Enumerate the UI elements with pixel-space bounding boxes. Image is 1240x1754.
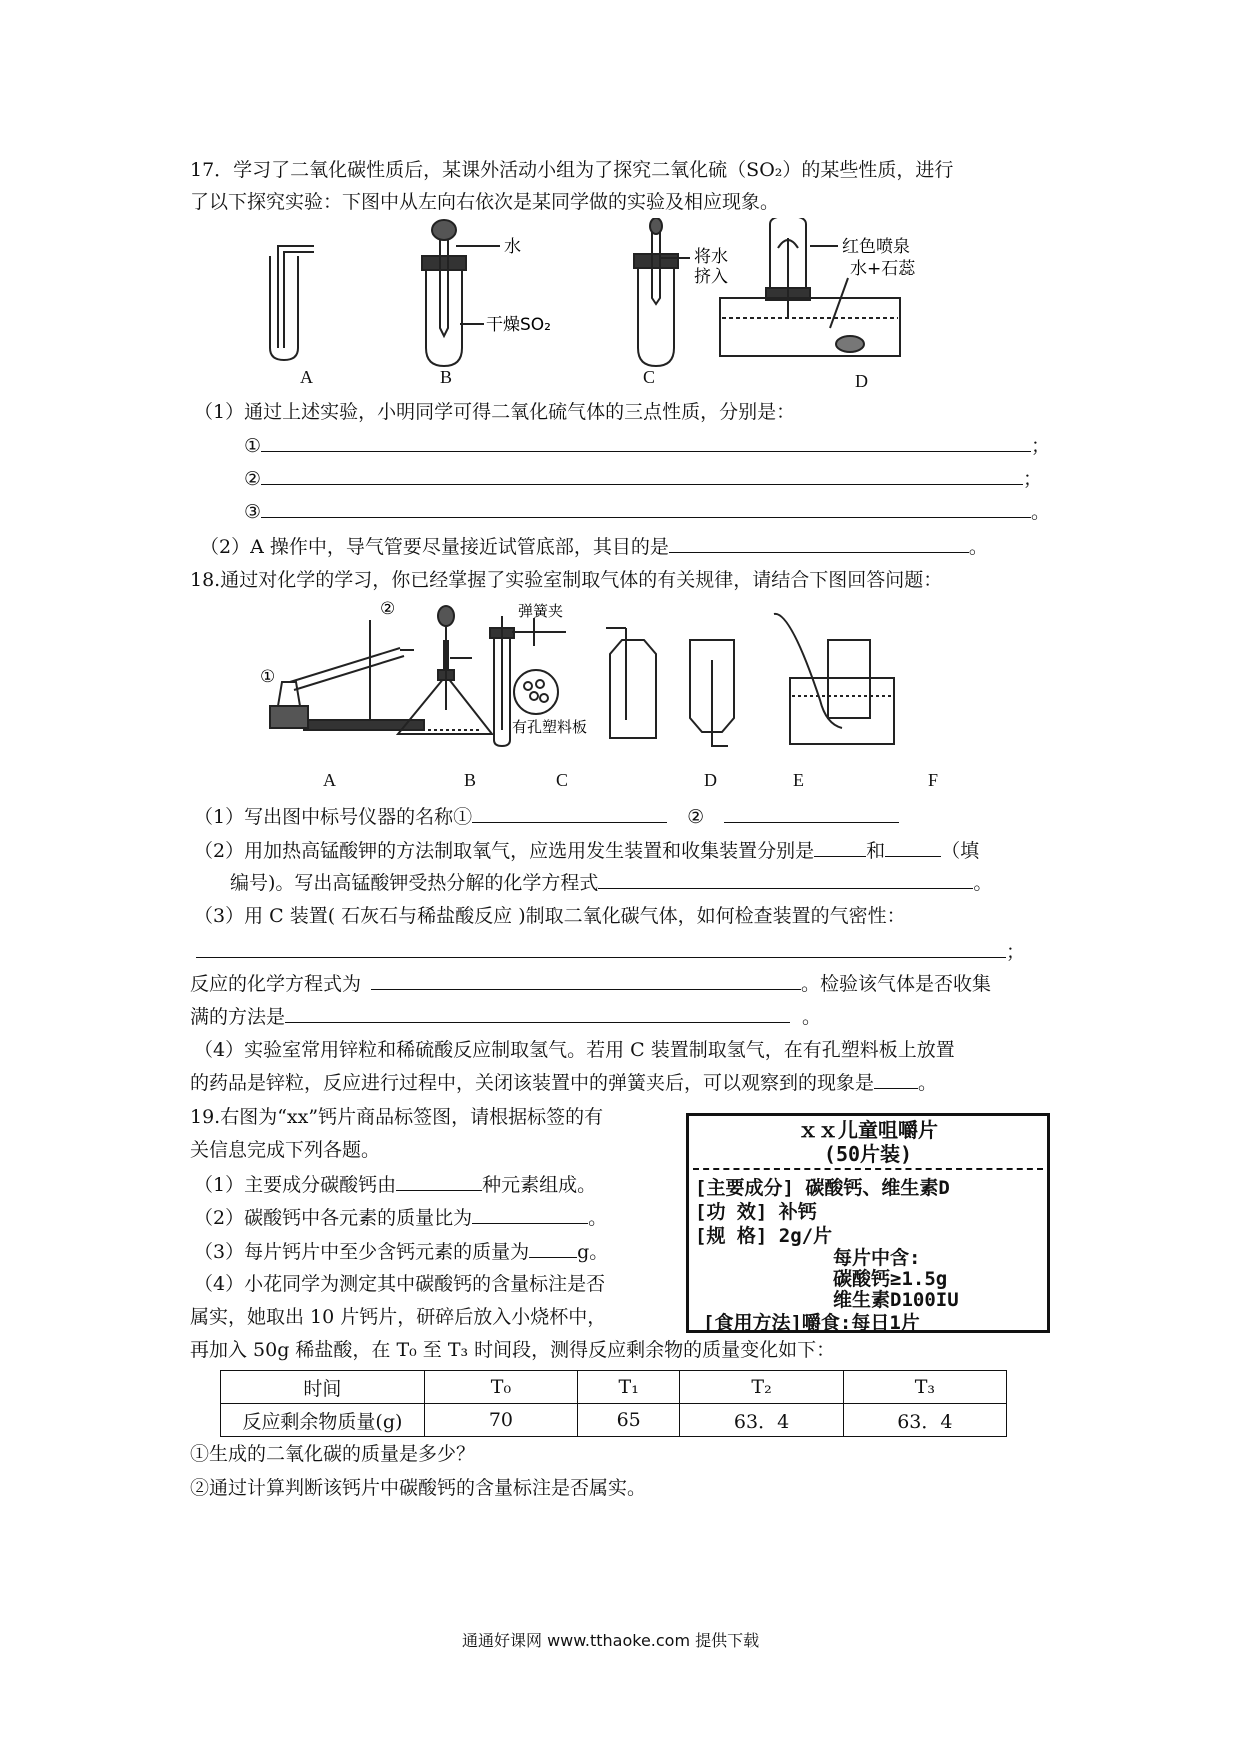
q18-part3-line4: 满的方法是 。 (190, 1002, 821, 1031)
answer-blank[interactable] (261, 497, 1031, 518)
q19-part2: （2）碳酸钙中各元素的质量比为 。 (194, 1203, 607, 1232)
q19-part4-line1: （4）小花同学为测定其中碳酸钙的含量标注是否 (194, 1273, 606, 1295)
q17-annot-squeeze-1: 将水 (694, 247, 728, 267)
q18-part3-line2: ； (196, 937, 1025, 966)
q18-label-b: B (464, 770, 477, 790)
q18-part4-line1: （4）实验室常用锌粒和稀硫酸反应制取氢气。若用 C 装置制取氢气，在有孔塑料板上放置 (194, 1039, 955, 1061)
q17-apparatus-c (634, 218, 690, 366)
label-subtitle: (50片装) (823, 1142, 913, 1166)
q18-label-c: C (556, 770, 569, 790)
q17-item-2: ② ； (244, 464, 1042, 493)
q18-part3-line1: （3）用 C 装置( 石灰石与稀盐酸反应 )制取二氧化碳气体，如何检查装置的气密性： (194, 905, 906, 927)
q17-annot-fountain: 红色喷泉 (842, 237, 910, 257)
q18-figure (250, 600, 1010, 750)
answer-blank[interactable] (472, 802, 667, 823)
answer-blank[interactable] (885, 836, 941, 857)
table-cell: 反应剩余物质量(g) (221, 1404, 425, 1437)
table-cell: 65 (577, 1404, 679, 1437)
answer-blank[interactable] (529, 1237, 577, 1258)
label-line3: [规 格] 2g/片 (695, 1225, 833, 1247)
answer-blank[interactable] (196, 937, 1006, 958)
label-line2: [功 效] 补钙 (695, 1201, 817, 1223)
answer-blank[interactable] (261, 431, 1031, 452)
table-cell: 时间 (221, 1371, 425, 1404)
q19-part3: （3）每片钙片中至少含钙元素的质量为 g。 (194, 1237, 608, 1266)
q17-figure (250, 218, 1000, 388)
q17-item-3: ③ 。 (244, 497, 1050, 526)
q19-data-table (220, 1370, 1007, 1437)
label-line6: 维生素D100IU (833, 1289, 959, 1311)
answer-blank[interactable] (598, 868, 973, 889)
label-divider (693, 1168, 1043, 1170)
q18-apparatus-e (690, 640, 734, 746)
label-line5: 碳酸钙≥1.5g (833, 1268, 948, 1290)
answer-blank[interactable] (814, 836, 866, 857)
q17-intro-line2: 了以下探究实验：下图中从左向右依次是某同学做的实验及相应现象。 (190, 191, 780, 213)
q19-ask2: ②通过计算判断该钙片中碳酸钙的含量标注是否属实。 (190, 1477, 647, 1499)
table-cell: 63．4 (843, 1404, 1006, 1437)
q17-apparatus-b (422, 220, 500, 366)
table-row (221, 1404, 1007, 1437)
table-cell: T₂ (680, 1371, 843, 1404)
q18-apparatus-f (774, 614, 894, 744)
q17-apparatus-a (270, 246, 314, 360)
q18-mark-1: ① (260, 667, 276, 687)
table-cell: T₁ (577, 1371, 679, 1404)
label-line1: [主要成分] 碳酸钙、维生素D (695, 1177, 950, 1199)
answer-blank[interactable] (669, 532, 969, 553)
page-footer: 通通好课网 www.tthaoke.com 提供下载 (462, 1631, 760, 1650)
q17-part2: （2）A 操作中，导气管要尽量接近试管底部，其目的是 。 (200, 532, 988, 561)
q17-annot-water-litmus: 水+石蕊 (850, 259, 916, 279)
q18-annot-plastic-plate: 有孔塑料板 (512, 718, 588, 736)
q18-apparatus-a (270, 620, 424, 730)
q17-label-d: D (855, 371, 868, 391)
table-header-row (221, 1371, 1007, 1404)
q18-part2-line1: （2）用加热高锰酸钾的方法制取氧气，应选用发生装置和收集装置分别是 和 （填 (194, 836, 979, 865)
q18-part3-line3: 反应的化学方程式为 。检验该气体是否收集 (190, 969, 991, 998)
answer-blank[interactable] (724, 802, 899, 823)
q17-label-b: B (440, 367, 453, 387)
q18-part1: （1）写出图中标号仪器的名称① ② (194, 802, 899, 831)
q18-label-e: E (793, 770, 804, 790)
q17-annot-dry-so2: 干燥SO₂ (486, 315, 551, 335)
q18-label-d: D (704, 770, 717, 790)
q18-label-a: A (323, 770, 336, 790)
product-label (686, 1113, 1050, 1333)
answer-blank[interactable] (261, 464, 1023, 485)
q17-intro-line1: 17．学习了二氧化碳性质后，某课外活动小组为了探究二氧化硫（SO₂）的某些性质，进行 (190, 159, 954, 181)
q17-item-1: ① ； (244, 431, 1050, 460)
q17-part1: （1）通过上述实验，小明同学可得二氧化硫气体的三点性质，分别是： (194, 401, 796, 423)
q18-intro: 18.通过对化学的学习，你已经掌握了实验室制取气体的有关规律，请结合下图回答问题： (190, 569, 943, 591)
q17-label-a: A (300, 367, 313, 387)
answer-blank[interactable] (396, 1170, 482, 1191)
answer-blank[interactable] (285, 1002, 790, 1023)
q18-part4-line2: 的药品是锌粒，反应进行过程中，关闭该装置中的弹簧夹后，可以观察到的现象是 。 (190, 1068, 937, 1097)
answer-blank[interactable] (371, 969, 801, 990)
table-cell: T₃ (843, 1371, 1006, 1404)
q19-intro-line1: 19.右图为“xx”钙片商品标签图，请根据标签的有 (190, 1106, 604, 1128)
table-cell: 63．4 (680, 1404, 843, 1437)
q19-part4-line2: 属实，她取出 10 片钙片，研碎后放入小烧杯中， (190, 1306, 607, 1328)
q19-intro-line2: 关信息完成下列各题。 (190, 1139, 381, 1161)
label-line7: [食用方法]嚼食:每日1片 (703, 1312, 920, 1334)
q17-annot-squeeze-2: 挤入 (694, 267, 728, 287)
q18-apparatus-d (606, 628, 656, 738)
label-title: ｘｘ儿童咀嚼片 (798, 1118, 938, 1142)
table-cell: 70 (424, 1404, 577, 1437)
q18-mark-2: ② (380, 600, 396, 619)
q19-part1: （1）主要成分碳酸钙由 种元素组成。 (194, 1170, 596, 1199)
q19-part4-line3: 再加入 50g 稀盐酸，在 T₀ 至 T₃ 时间段，测得反应剩余物的质量变化如下： (190, 1339, 836, 1361)
q18-label-f: F (928, 770, 939, 790)
q18-annot-spring-clip: 弹簧夹 (518, 602, 564, 620)
table-cell: T₀ (424, 1371, 577, 1404)
q17-label-c: C (643, 367, 656, 387)
label-line4: 每片中含: (833, 1247, 921, 1269)
answer-blank[interactable] (874, 1068, 918, 1089)
q18-apparatus-b (398, 606, 492, 734)
q18-part2-line2: 编号)。写出高锰酸钾受热分解的化学方程式 。 (230, 868, 992, 897)
q19-ask1: ①生成的二氧化碳的质量是多少？ (190, 1443, 476, 1465)
q17-annot-water: 水 (504, 237, 521, 257)
answer-blank[interactable] (472, 1203, 588, 1224)
